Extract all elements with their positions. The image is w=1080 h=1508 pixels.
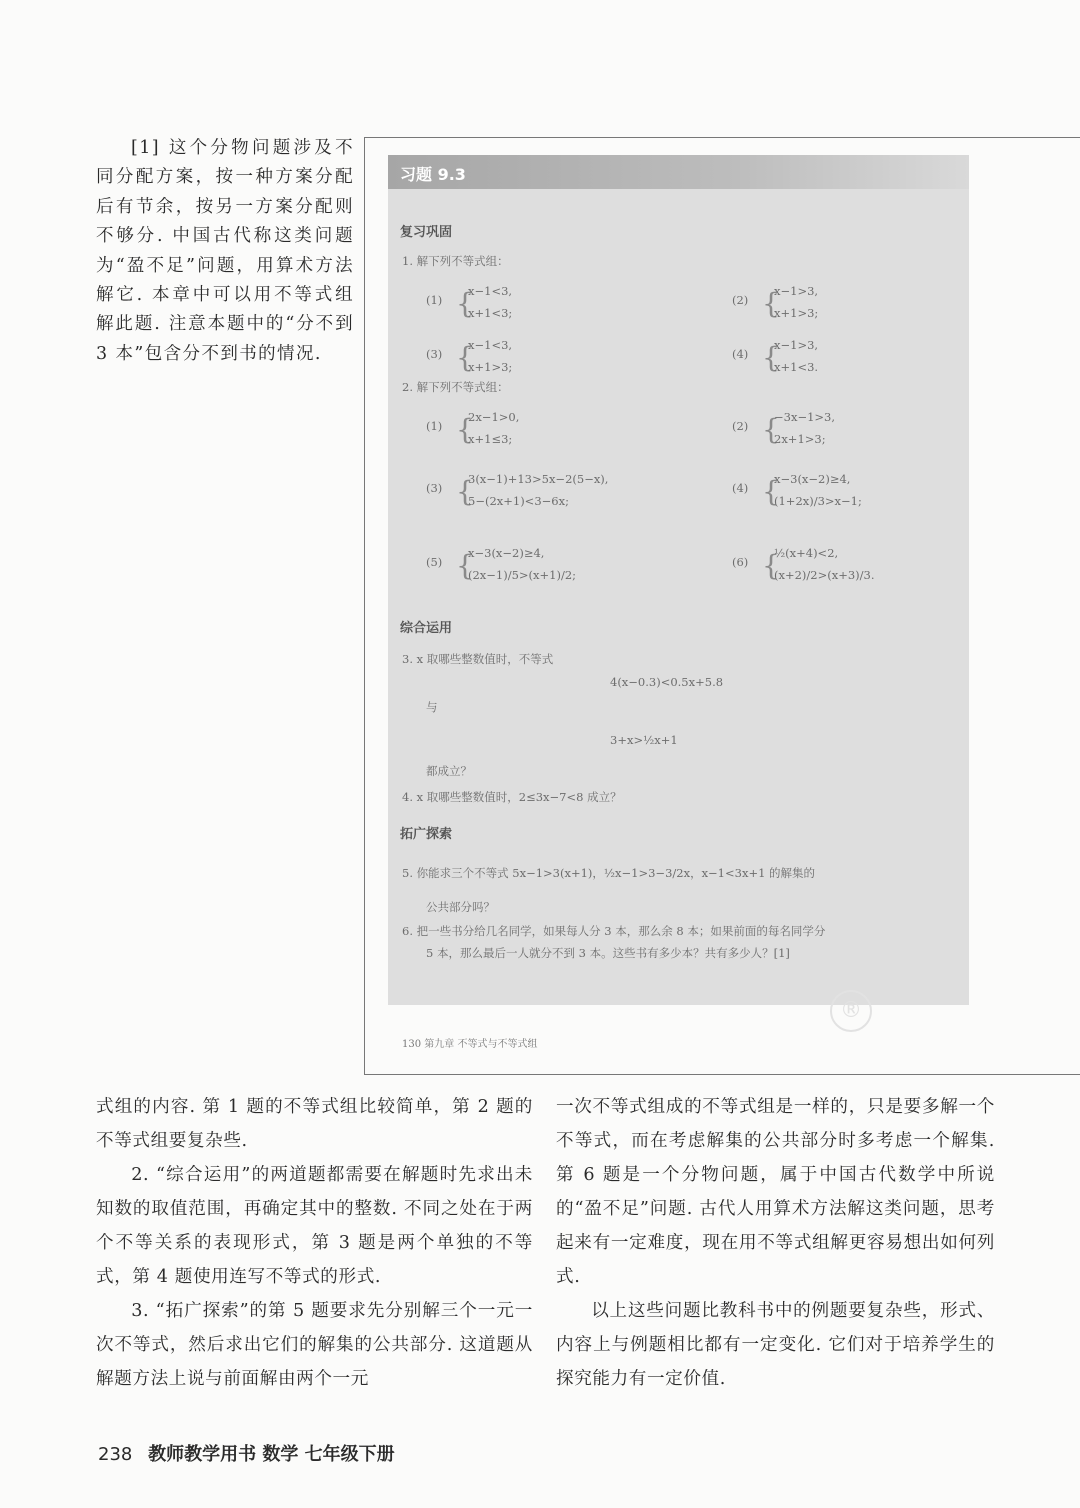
textbook-page-footer: 130 第九章 不等式与不等式组 xyxy=(402,1039,538,1050)
paragraph: 以上这些问题比教科书中的例题要复杂些，形式、内容上与例题相比都有一定变化. 它们对于培养学生的探究能力有一定价值. xyxy=(556,1301,995,1389)
item-label: (4) xyxy=(732,347,749,361)
item-line-1: 2x−1>0, xyxy=(468,410,520,424)
item-line-2: (x+2)/2>(x+3)/3. xyxy=(774,568,875,582)
question-3: 3. x 取哪些整数值时，不等式 xyxy=(402,652,554,666)
right-column xyxy=(556,1090,995,1396)
item-label: (4) xyxy=(732,481,749,495)
item-label: (1) xyxy=(426,419,443,433)
q5-tail: 公共部分吗？ xyxy=(426,900,495,914)
question-1: 1. 解下列不等式组： xyxy=(402,254,509,268)
item-line-1: x−1>3, xyxy=(774,338,819,352)
paragraph: 一次不等式组成的不等式组是一样的，只是要多解一个不等式，而在考虑解集的公共部分时多考虑一个解集. 第 6 题是一个分物问题，属于中国古代数学中所说的“盈不足”问题. 古代人用算术方法解这类问题，思考起来有一定难度，现在用不等式组解更容易想出如何列式. xyxy=(556,1097,995,1287)
item-line-1: x−1>3, xyxy=(774,284,819,298)
item-line-2: x+1>3; xyxy=(468,360,513,374)
item-line-1: x−3(x−2)≥4, xyxy=(774,472,851,486)
question-6: 6. 把一些书分给几名同学，如果每人分 3 本，那么余 8 本；如果前面的每名同学分 xyxy=(402,924,826,938)
brace-icon: { xyxy=(762,341,780,374)
section-application: 综合运用 xyxy=(400,621,453,636)
item-line-2: (1+2x)/3>x−1; xyxy=(774,494,862,508)
q3-and: 与 xyxy=(426,700,438,714)
item-label: (6) xyxy=(732,555,749,569)
item-line-2: (2x−1)/5>(x+1)/2; xyxy=(468,568,577,582)
q3-inequality-2: 3+x>½x+1 xyxy=(610,733,678,747)
q3-inequality-1: 4(x−0.3)<0.5x+5.8 xyxy=(610,675,724,689)
item-label: (5) xyxy=(426,555,443,569)
item-line-2: x+1≤3; xyxy=(468,432,513,446)
brace-icon: { xyxy=(456,341,474,374)
item-line-2: x+1>3; xyxy=(774,306,819,320)
brace-icon: { xyxy=(762,475,780,508)
item-line-1: x−1<3, xyxy=(468,284,513,298)
q6-tail: 5 本，那么最后一人就分不到 3 本。这些书有多少本？共有多少人？[1] xyxy=(426,946,790,960)
item-line-1: −3x−1>3, xyxy=(774,410,835,424)
item-line-1: x−3(x−2)≥4, xyxy=(468,546,545,560)
left-column xyxy=(96,1090,533,1396)
paragraph: 3. “拓广探索”的第 5 题要求先分别解三个一元一次不等式，然后求出它们的解集的公共部分. 这道题从解题方法上说与前面解由两个一元 xyxy=(96,1301,533,1389)
question-4: 4. x 取哪些整数值时，2≤3x−7<8 成立？ xyxy=(402,790,622,804)
paragraph: 式组的内容. 第 1 题的不等式组比较简单，第 2 题的不等式组要复杂些. xyxy=(96,1097,533,1151)
item-line-2: x+1<3; xyxy=(468,306,513,320)
q3-tail: 都成立？ xyxy=(426,764,472,778)
item-line-2: x+1<3. xyxy=(774,360,819,374)
brace-icon: { xyxy=(456,549,474,582)
paragraph: 2. “综合运用”的两道题都需要在解题时先求出未知数的取值范围，再确定其中的整数. 不同之处在于两个不等关系的表现形式，第 3 题是两个单独的不等式，第 4 题使用连写不等式的形式. xyxy=(96,1165,533,1287)
brace-icon: { xyxy=(456,413,474,446)
brace-icon: { xyxy=(762,413,780,446)
section-review: 复习巩固 xyxy=(400,225,453,240)
item-label: (2) xyxy=(732,293,749,307)
item-label: (3) xyxy=(426,481,443,495)
exercise-panel xyxy=(388,155,969,1050)
item-label: (2) xyxy=(732,419,749,433)
registered-mark-icon: ® xyxy=(830,990,872,1032)
margin-note-text: [1] 这个分物问题涉及不同分配方案，按一种方案分配后有节余，按另一方案分配则不够分. 中国古代称这类问题为“盈不足”问题，用算术方法解它. 本章中可以用不等式组解此题. 注意本题中的“分不到 3 本”包含分不到书的情况. xyxy=(96,138,354,364)
brace-icon: { xyxy=(456,475,474,508)
item-label: (3) xyxy=(426,347,443,361)
page-number: 238 xyxy=(98,1444,133,1465)
section-exploration: 拓广探索 xyxy=(400,827,453,842)
exercise-banner xyxy=(388,155,969,189)
exercise-title: 习题 9.3 xyxy=(400,165,466,184)
item-line-2: 2x+1>3; xyxy=(774,432,826,446)
item-label: (1) xyxy=(426,293,443,307)
item-line-1: 3(x−1)+13>5x−2(5−x), xyxy=(468,472,609,486)
brace-icon: { xyxy=(762,549,780,582)
item-line-1: x−1<3, xyxy=(468,338,513,352)
question-2: 2. 解下列不等式组： xyxy=(402,380,509,394)
page-footer xyxy=(98,1440,395,1466)
item-line-2: 5−(2x+1)<3−6x; xyxy=(468,494,569,508)
question-5: 5. 你能求三个不等式 5x−1>3(x+1)，½x−1>3−3/2x，x−1<3x+1 的解集的 xyxy=(402,866,816,880)
book-title: 教师教学用书 数学 七年级下册 xyxy=(148,1444,395,1465)
brace-icon: { xyxy=(762,287,780,320)
brace-icon: { xyxy=(456,287,474,320)
item-line-1: ½(x+4)<2, xyxy=(774,546,839,560)
margin-note xyxy=(96,134,354,369)
